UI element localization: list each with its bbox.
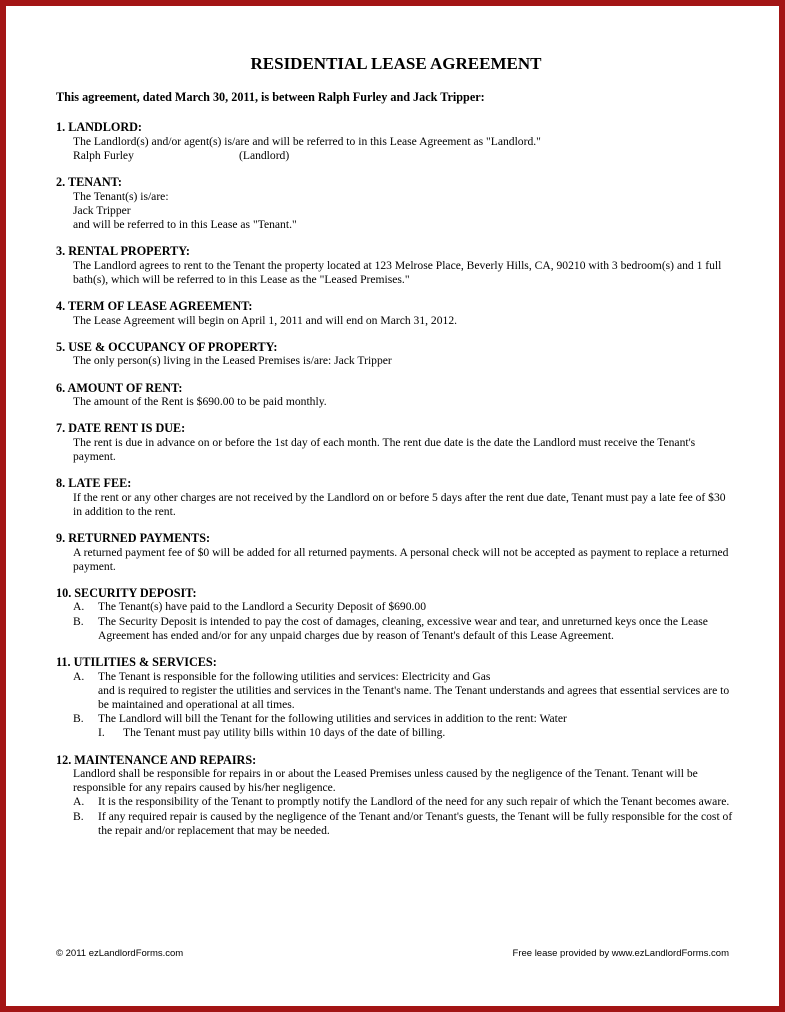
section-heading: 7. DATE RENT IS DUE: [56, 421, 186, 436]
intro-statement: This agreement, dated March 30, 2011, is between Ralph Furley and Jack Tripper: [56, 90, 485, 104]
list-item [56, 600, 736, 614]
landlord-name: Ralph Furley [73, 148, 134, 162]
list-marker: A. [73, 600, 85, 614]
list-text: The Landlord will bill the Tenant for the following utilities and services in addition to the rent: Water [98, 712, 567, 726]
section-text: The Tenant(s) is/are: [73, 189, 169, 203]
list-text: It is the responsibility of the Tenant to promptly notify the Landlord of the need for any such repair of which the Tenant becomes aware. [98, 795, 730, 809]
list-text: The Security Deposit is intended to pay the cost of damages, cleaning, excessive wear and tear, and unreturned keys once the Lease Agreement has ended and/or for any unpaid charges due by reason of Tenant's default of this Lease Agreement. [98, 614, 708, 642]
section-rent-amount [56, 381, 736, 410]
list-item [56, 795, 736, 809]
section-heading: 1. LANDLORD: [56, 120, 142, 135]
page-footer [56, 948, 729, 959]
section-heading: 3. RENTAL PROPERTY: [56, 244, 190, 259]
section-rent-due [56, 421, 736, 464]
section-heading: 11. UTILITIES & SERVICES: [56, 655, 217, 670]
section-text: The Landlord agrees to rent to the Tenant the property located at 123 Melrose Place, Beverly Hills, CA, 90210 with 3 bedroom(s) and 1 full bath(s), which will be referred to in this Lease as the "Leased Premises." [73, 258, 722, 286]
list-marker: B. [73, 712, 84, 726]
section-text: The Lease Agreement will begin on April 1, 2011 and will end on March 31, 2012. [73, 313, 458, 327]
list-marker: I. [98, 726, 105, 740]
section-heading: 5. USE & OCCUPANCY OF PROPERTY: [56, 339, 278, 354]
list-text: The Tenant must pay utility bills within 10 days of the date of billing. [123, 726, 446, 740]
section-heading: 4. TERM OF LEASE AGREEMENT: [56, 299, 253, 314]
section-late-fee [56, 476, 736, 519]
list-item [56, 810, 736, 838]
section-maintenance [56, 753, 736, 839]
copyright-notice: © 2011 ezLandlordForms.com [56, 948, 184, 959]
list-marker: B. [73, 809, 84, 823]
list-text: The Tenant is responsible for the following utilities and services: Electricity and Gas [98, 669, 491, 683]
section-returned-payments [56, 531, 736, 574]
landlord-role: (Landlord) [239, 148, 290, 162]
list-marker: A. [73, 795, 85, 809]
section-text: The rent is due in advance on or before the 1st day of each month. The rent due date is the date the Landlord must receive the Tenant's payment. [73, 435, 696, 463]
list-item [56, 615, 736, 643]
section-heading: 2. TENANT: [56, 175, 122, 190]
section-text: The amount of the Rent is $690.00 to be paid monthly. [73, 395, 327, 409]
section-text: and will be referred to in this Lease as "Tenant." [73, 218, 297, 232]
section-heading: 6. AMOUNT OF RENT: [56, 380, 183, 395]
footer-credit: Free lease provided by www.ezLandlordForms.com [512, 948, 729, 959]
section-tenant [56, 175, 736, 232]
section-term [56, 299, 736, 328]
section-rental-property [56, 244, 736, 287]
list-text: If any required repair is caused by the negligence of the Tenant and/or Tenant's guests, the Tenant will be fully responsible for the cost of the repair and/or replacement that may be needed. [98, 809, 733, 837]
tenant-name: Jack Tripper [73, 203, 131, 217]
section-text: The only person(s) living in the Leased Premises is/are: Jack Tripper [73, 354, 392, 368]
list-text: The Tenant(s) have paid to the Landlord a Security Deposit of $690.00 [98, 600, 427, 614]
list-continuation: and is required to register the utilities and services in the Tenant's name. The Tenant understands and agrees that essential services are to be maintained and operational at all times. [98, 683, 730, 711]
lease-document [56, 54, 736, 850]
section-landlord [56, 120, 736, 163]
section-heading: 9. RETURNED PAYMENTS: [56, 531, 211, 546]
section-occupancy [56, 340, 736, 369]
list-marker: A. [73, 669, 85, 683]
sub-list-item [56, 726, 736, 740]
section-heading: 12. MAINTENANCE AND REPAIRS: [56, 752, 257, 767]
section-utilities [56, 655, 736, 741]
section-security-deposit [56, 586, 736, 643]
document-title: RESIDENTIAL LEASE AGREEMENT [250, 54, 542, 73]
list-marker: B. [73, 614, 84, 628]
section-text: Landlord shall be responsible for repairs in or about the Leased Premises unless caused by the negligence of the Tenant. Tenant will be responsible for any repairs caused by his/her negligence. [73, 767, 698, 795]
section-text: The Landlord(s) and/or agent(s) is/are and will be referred to in this Lease Agreement as "Landlord." [73, 134, 541, 148]
section-text: If the rent or any other charges are not received by the Landlord on or before 5 days after the rent due date, Tenant must pay a late fee of $30 in addition to the rent. [73, 490, 726, 518]
list-item [56, 670, 736, 684]
section-text: A returned payment fee of $0 will be added for all returned payments. A personal check will not be accepted as payment to replace a returned payment. [73, 545, 729, 573]
section-heading: 10. SECURITY DEPOSIT: [56, 585, 197, 600]
section-heading: 8. LATE FEE: [56, 476, 132, 491]
list-item [56, 712, 736, 726]
